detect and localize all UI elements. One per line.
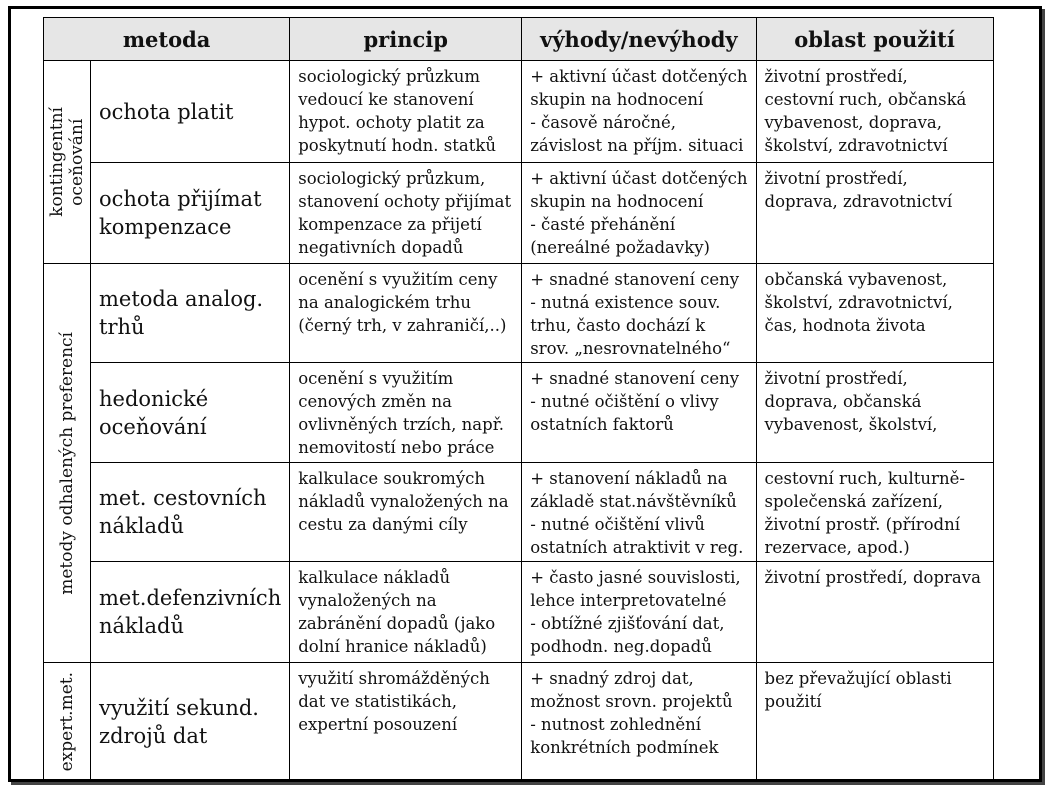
area-line: školství, zdravotnictví [764,136,948,155]
method-cell [91,363,290,463]
pros-cons-line: + aktivní účast dotčených [530,67,748,86]
pros-cons-line: + snadné stanovení ceny [530,369,740,388]
method-cell [91,463,290,562]
header-vyhody: výhody/nevýhody [522,18,756,61]
area-line: bez převažující oblasti [764,669,952,688]
pros-cons-line: ostatních atraktivit v reg. [530,538,744,557]
principle-line: ovlivněných trzích, např. [298,415,505,434]
method-line: kompenzace [99,215,232,239]
area-line: doprava, zdravotnictví [764,192,953,211]
principle-cell [290,463,522,562]
principle-line: kalkulace soukromých [298,469,486,488]
area-line: životní prostředí, [764,369,908,388]
principle-line: vedoucí ke stanovení [298,90,474,109]
method-line: zdrojů dat [99,723,208,748]
principle-line: negativních dopadů [298,238,464,257]
pros-cons-cell [522,363,756,463]
pros-cons-line: základě stat.návštěvníků [530,492,737,511]
area-line: občanská vybavenost, [764,270,948,289]
table-row [44,463,994,562]
principle-line: vynaložených na [298,591,437,610]
area-cell [756,663,993,781]
principle-cell [290,163,522,264]
pros-cons-line: + často jasné souvislosti, [530,568,741,587]
method-line: oceňování [99,414,207,439]
table-row [44,363,994,463]
principle-cell [290,363,522,463]
pros-cons-line: - obtížné zjišťování dat, [530,614,725,633]
group-label-expert [44,663,91,781]
pros-cons-line: + aktivní účast dotčených [530,169,748,188]
area-cell [756,463,993,562]
pros-cons-line: + snadné stanovení ceny [530,270,740,289]
area-cell [756,562,993,663]
principle-cell [290,264,522,363]
method-line: metoda analog. [99,287,264,311]
principle-line: ocenění s využitím [298,369,454,388]
principle-line: sociologický průzkum, [298,169,486,188]
group-label-revealed-preferences [44,264,91,663]
principle-cell [290,663,522,781]
principle-line: dat ve statistikách, [298,692,458,711]
pros-cons-line: možnost srovn. projektů [530,692,733,711]
area-cell [756,163,993,264]
table-row [44,562,994,663]
header-metoda: metoda [44,18,290,61]
area-line: cestovní ruch, kulturně- [764,469,965,488]
pros-cons-cell [522,264,756,363]
principle-cell [290,562,522,663]
area-line: životní prostředí, doprava [764,568,981,587]
pros-cons-cell [522,562,756,663]
principle-line: expertní posouzení [298,715,458,734]
method-line: trhů [99,315,145,339]
area-line: cestovní ruch, občanská [764,90,967,109]
principle-line: dolní hranice nákladů) [298,637,487,656]
methods-table [43,17,994,781]
area-line: rezervace, apod.) [764,538,910,557]
pros-cons-line: skupin na hodnocení [530,192,704,211]
header-oblast: oblast použití [756,18,993,61]
area-line: doprava, občanská [764,392,922,411]
pros-cons-line: podhodn. neg.dopadů [530,637,712,656]
method-cell [91,562,290,663]
pros-cons-cell [522,663,756,781]
pros-cons-line: - nutná existence souv. [530,293,721,312]
area-line: vybavenost, doprava, [764,113,942,132]
group-label-line: oceňování [67,118,87,206]
principle-line: poskytnutí hodn. statků [298,136,496,155]
group-label-contingent [44,61,91,264]
principle-line: hypot. ochoty platit za [298,113,485,132]
area-line: životní prostředí, [764,67,908,86]
pros-cons-cell [522,61,756,163]
principle-line: využití shromážděných [298,669,490,688]
principle-line: kalkulace nákladů [298,568,451,587]
pros-cons-line: - nutné očištění o vlivy [530,392,719,411]
area-cell [756,264,993,363]
method-line: hedonické [99,386,209,411]
area-cell [756,363,993,463]
pros-cons-line: lehce interpretovatelné [530,591,727,610]
area-line: čas, hodnota života [764,316,926,335]
pros-cons-line: ostatních faktorů [530,415,674,434]
table-row [44,264,994,363]
method-cell [91,663,290,781]
pros-cons-line: závislost na příjm. situaci [530,136,744,155]
method-line: využití sekund. [99,695,259,720]
table-row [44,663,994,781]
method-line: ochota přijímat [99,187,262,211]
principle-line: kompenzace za přijetí [298,215,482,234]
principle-line: (černý trh, v zahraničí,..) [298,316,507,335]
header-princip: princip [290,18,522,61]
area-line: životní prostředí, [764,169,908,188]
pros-cons-line: - časté přehánění [530,215,676,234]
pros-cons-line: + snadný zdroj dat, [530,669,694,688]
area-line: použití [764,692,822,711]
method-line: ochota platit [99,99,234,124]
principle-line: nákladů vynaložených na [298,492,509,511]
method-line: met.defenzivních [99,586,282,610]
method-cell [91,61,290,163]
group-label-line: metody odhalených preferencí [57,331,77,595]
pros-cons-line: - nutnost zohlednění [530,715,701,734]
area-line: společenská zařízení, [764,492,944,511]
principle-line: zabránění dopadů (jako [298,614,496,633]
pros-cons-line: (nereálné požadavky) [530,238,710,257]
principle-line: na analogickém trhu [298,293,471,312]
principle-line: ocenění s využitím ceny [298,270,498,289]
pros-cons-line: - nutné očištění vlivů [530,515,705,534]
area-cell [756,61,993,163]
group-label-line: kontingentní [47,107,67,217]
pros-cons-cell [522,163,756,264]
area-line: životní prostř. (přírodní [764,515,961,534]
principle-line: cestu za danými cíly [298,515,468,534]
method-line: met. cestovních [99,486,267,510]
pros-cons-line: + stanovení nákladů na [530,469,728,488]
table-row [44,163,994,264]
principle-cell [290,61,522,163]
table-row [44,61,994,163]
method-cell [91,163,290,264]
method-cell [91,264,290,363]
pros-cons-line: - časově náročné, [530,113,677,132]
principle-line: nemovitostí nebo práce [298,438,495,457]
method-line: nákladů [99,514,184,538]
header-row [44,18,994,61]
principle-line: stanovení ochoty přijímat [298,192,512,211]
pros-cons-line: konkrétních podmínek [530,738,719,757]
area-line: školství, zdravotnictví, [764,293,953,312]
area-line: vybavenost, školství, [764,415,938,434]
method-line: nákladů [99,614,184,638]
group-label-line: expert.met. [57,671,77,772]
pros-cons-line: srov. „nesrovnatelného“ [530,339,731,358]
pros-cons-line: skupin na hodnocení [530,90,704,109]
principle-line: sociologický průzkum [298,67,480,86]
pros-cons-cell [522,463,756,562]
pros-cons-line: trhu, často dochází k [530,316,706,335]
principle-line: cenových změn na [298,392,452,411]
